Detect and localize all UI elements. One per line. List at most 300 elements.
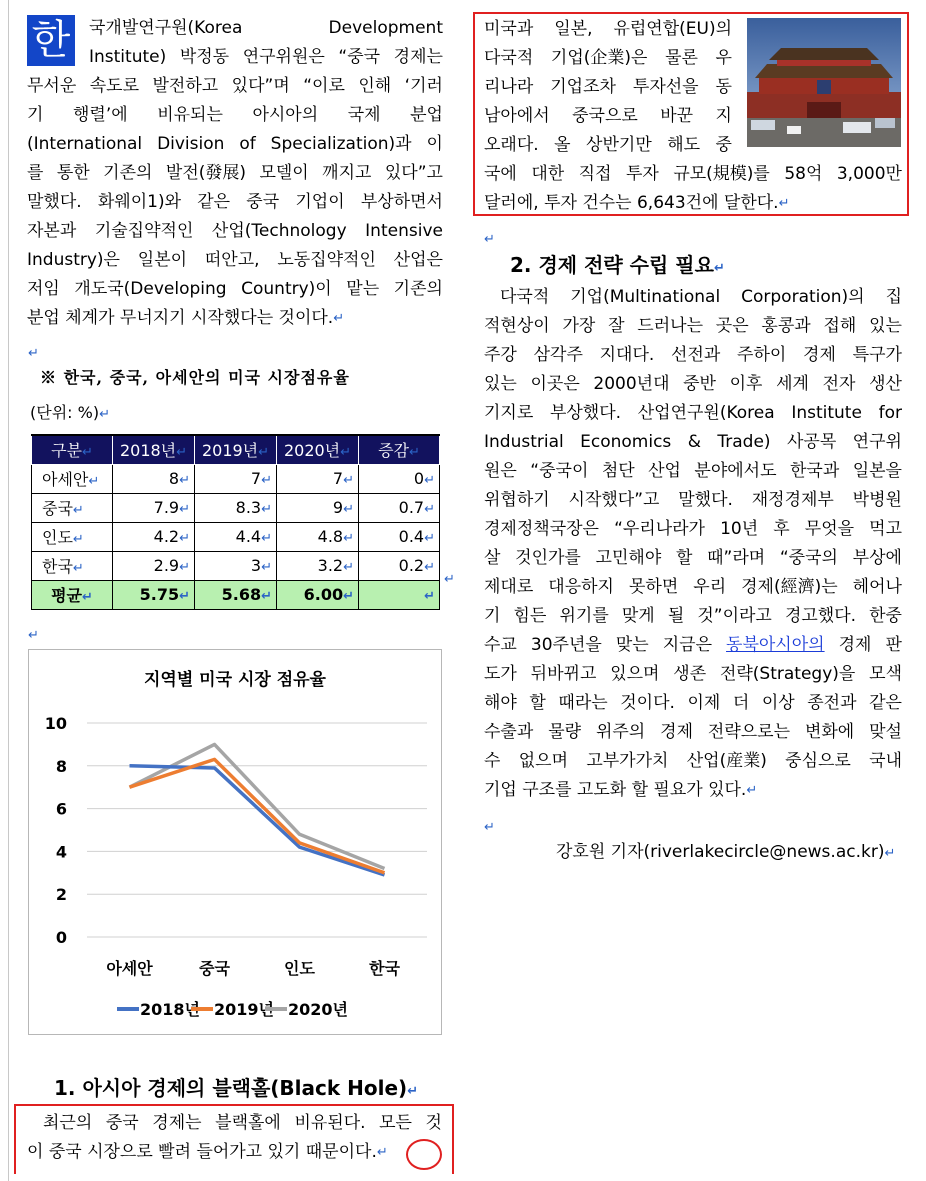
word: Trade) [717,432,771,452]
word: 전략(Strategy)을 [719,664,856,684]
text-line [484,15,732,44]
word: 종전과 [807,693,857,713]
text-line [484,283,902,312]
word: 될 [667,606,685,626]
word: Division [157,134,225,154]
word: of [239,134,256,154]
word: 말했다. [27,192,82,212]
table-cell: 0.2↵ [359,551,440,580]
word: 10년 [720,519,759,539]
word: 주강 [484,345,517,365]
paragraph-mark: ↵ [333,311,345,326]
table-cell: 7.9↵ [113,493,195,522]
word: 경제 [803,345,836,365]
word: 이 [426,134,443,154]
word: 적현상이 [484,316,550,336]
word: 블랙홀에 [215,1113,281,1133]
word: 연구위원은 [242,47,325,67]
word: 한중 [869,606,902,626]
word: 깨지고 [322,163,372,183]
word: 동 [715,77,732,97]
word: 남아에서 [484,106,550,126]
word: 이상 [761,693,795,713]
byline: 강호원 기자(riverlakecircle@news.ac.kr)↵ [556,842,896,862]
y-tick-label: 10 [44,714,67,733]
text-line [484,689,902,718]
word: 생존 [673,664,707,684]
table-row [32,522,440,551]
word: 같은 [869,693,902,713]
word: 분업 [410,105,443,125]
text-line [27,304,443,333]
word: 투자 [625,164,659,184]
y-tick-label: 2 [55,885,67,905]
text-line [484,660,902,689]
text-line [27,1109,442,1138]
word: 수교 [484,635,517,655]
paragraph-mark: ↵ [376,1145,388,1160]
word: 지 [715,106,732,126]
text-line [27,159,443,188]
word: 3,000만 [836,164,902,184]
word: 기업 구조를 고도화 할 필요가 있다. [484,780,747,800]
word: 상반기만 [586,135,652,155]
word: 판 [885,635,902,655]
word: 지금은 [662,635,712,655]
word: 일본이 [137,250,188,270]
word: 기업이 [295,192,345,212]
word: 중반 [683,374,716,394]
word: 미국과 [484,19,534,39]
table-cell: 0↵ [359,464,440,493]
table-cell: 아세안↵ [32,464,113,493]
table-cell: 4.2↵ [113,522,195,551]
table-header-cell: 2018년↵ [113,435,195,464]
word: 무엇을 [804,519,855,539]
text-line [484,131,732,160]
word: 달러에, 투자 건수는 6,643건에 달한다. [484,193,779,213]
table-cell: 평균↵ [32,580,113,609]
word: 직접 [578,164,612,184]
word: 다국적 [484,48,534,68]
paragraph-mark: ↵ [444,572,455,587]
y-tick-label: 4 [55,842,67,862]
table-cell: ↵ [359,580,440,609]
text-line [484,160,902,189]
word: 경제 [838,635,872,655]
word: 기지로 [484,403,534,423]
word: 생산 [869,374,902,394]
table-cell: 8↵ [113,464,195,493]
table-header-cell: 2020년↵ [277,435,359,464]
word: 떠안고, [204,250,260,270]
word: 화웨이1)와 [97,192,182,212]
word: 아시아의 [252,105,319,125]
word: 물량 [548,722,582,742]
word: 뒤바뀌고 [530,664,597,684]
word: “중국이 [530,461,589,481]
word: 중심으로 [785,751,851,771]
word: 중국으로 [572,106,638,126]
word: 가장 [562,316,596,336]
word: 우리 [693,577,727,597]
word: 부상에 [852,548,902,568]
word: 없으며 [518,751,569,771]
word: 대한 [531,164,565,184]
word: 위주의 [595,722,646,742]
word: 전략으로는 [707,722,791,742]
word: 모델이 [259,163,309,183]
page-margin-line [8,0,9,1181]
text-line [484,312,902,341]
word: 모든 [379,1113,412,1133]
paragraph-mark: ↵ [484,820,495,835]
intro-paragraph [27,14,443,333]
word: 것”이라고 [697,606,772,626]
word: Specialization)과 [270,134,412,154]
word: 위협하기 [484,490,550,510]
word: 58억 [784,164,823,184]
word: 기 [484,606,501,626]
section1-paragraph [27,1109,442,1167]
text-line [27,188,443,217]
text-line [27,1138,442,1167]
word: 일본을 [852,461,902,481]
series-line-2019년 [130,759,385,872]
text-line [484,573,902,602]
word: 후 [773,519,790,539]
text-line [484,370,902,399]
text-line [484,776,902,805]
word: for [878,403,902,423]
word: 잘 [608,316,625,336]
word: Intensive [365,221,443,241]
word: 시작했다”고 [568,490,660,510]
table-cell: 7↵ [277,464,359,493]
word: 먹고 [869,519,902,539]
word: 특구가 [852,345,902,365]
text-line [484,457,902,486]
word: 바꾼 [660,106,694,126]
paragraph-mark: ↵ [746,783,758,798]
word: 속도로 [89,76,140,96]
table-cell: 2.9↵ [113,551,195,580]
table-cell: 인도↵ [32,522,113,551]
x-tick-label: 인도 [284,959,315,978]
section-heading-2: 2. 경제 전략 수립 필요↵ [510,253,725,277]
word: 중국 [105,1113,139,1133]
word: 비유된다. [294,1113,366,1133]
highlight-circle [406,1139,442,1170]
text-line [484,747,902,776]
word: 기존의 [393,279,443,299]
word: Country)이 [241,279,332,299]
table-cell: 5.68↵ [195,580,277,609]
text-line [484,718,902,747]
word: 이곳은 [530,374,580,394]
word: 집 [885,287,902,307]
word: 것 [425,1113,442,1133]
line-chart-svg [29,650,441,1034]
word: 박병원 [852,490,902,510]
word: 맡는 [346,279,380,299]
text-line [27,101,443,130]
word: 산업은 [393,250,443,270]
word: 국내 [869,751,902,771]
word: 한국과 [789,461,840,481]
text-line [89,43,443,72]
word: 고민해야 [595,548,662,568]
word: 산업(Technology [211,221,347,241]
word: 중 [715,135,732,155]
word: “우리나라가 [614,519,705,539]
word: 세계 [776,374,809,394]
word: 더 [732,693,750,713]
word: 곳은 [715,316,749,336]
word: 전자 [822,374,856,394]
word: Industrial [484,432,564,452]
table-cell: 0.7↵ [359,493,440,522]
word: 무서운 [27,76,77,96]
word: 분업 체계가 무너지기 시작했다는 것이다. [27,308,334,328]
text-line [484,515,902,544]
text-line [484,631,902,660]
word: 있다”고 [384,163,443,183]
word: 경제정책국장은 [484,519,599,539]
table-row [32,493,440,522]
line-chart [28,649,442,1035]
table-header-cell: 구분↵ [32,435,113,464]
word: 30주년을 [530,635,602,655]
word: 대응하지 [548,577,614,597]
text-line [484,602,902,631]
word: 기업(企業)은 [550,48,648,68]
word: Institute [791,403,862,423]
word: 경제는 [393,47,443,67]
x-tick-label: 한국 [369,959,400,978]
legend-label: 2018년 [140,1000,200,1019]
section2-paragraph [484,283,902,805]
word: 있는 [484,374,517,394]
paragraph-mark: ↵ [28,628,39,643]
word: 주하이 [737,345,787,365]
word: Corporation)의 [741,287,865,307]
drop-cap: 한 [27,15,75,66]
word: 비유되는 [157,105,223,125]
word: 발전(發展) [165,163,246,183]
word: 부상하면서 [360,192,443,212]
word: 경고했다. [784,606,857,626]
word: 말했다. [678,490,733,510]
word: 박정동 [179,47,230,67]
word: 최근의 [43,1113,93,1133]
paragraph-mark: ↵ [28,346,39,361]
word: 규모(規模)를 [673,164,770,184]
table-title: ※ 한국, 중국, 아세안의 미국 시장점유율 [40,368,350,387]
word: 국제 [347,105,381,125]
word: 이후 [729,374,763,394]
table-row [32,464,440,493]
word: 도가 [484,664,517,684]
text-line [27,130,443,159]
word: (International [27,134,143,154]
table-cell: 8.3↵ [195,493,277,522]
word: 다국적 [500,287,550,307]
word: 접해 [823,316,857,336]
word: 자본과 [27,221,77,241]
word: 있으며 [610,664,660,684]
word: 것이다. [620,693,675,713]
y-tick-label: 6 [55,799,67,819]
word: Industry)은 [27,250,120,270]
table-cell: 4.8↵ [277,522,359,551]
word: 때”라며 [707,548,766,568]
word: 2000년대 [593,374,670,394]
word: 위기를 [559,606,609,626]
word: Development [328,18,443,38]
word: 살 [484,548,501,568]
table-cell: 6.00↵ [277,580,359,609]
text-line [484,73,732,102]
word: 맞는 [615,635,649,655]
word: 사공목 [786,432,837,452]
word: 기업조차 [550,77,616,97]
word: 동북아시아의 [726,635,825,655]
table-row [32,580,440,609]
word: 경제 [660,722,693,742]
word: 기 [27,105,44,125]
word: 분야에서도 [694,461,777,481]
text-line [484,428,902,457]
word: 올 [554,135,571,155]
word: 부상했다. [549,403,622,423]
word: 첨단 [601,461,635,481]
word: “이로 [303,76,345,96]
word: 국에 [484,164,517,184]
word: 일본, [554,19,593,39]
text-line [484,189,902,218]
word: 오래다. [484,135,539,155]
word: 개도국(Developing [74,279,227,299]
text-line [484,486,902,515]
paragraph-mark: ↵ [778,196,790,211]
word: 노동집약적인 [277,250,376,270]
word: 인해 [358,76,392,96]
word: 고부가가치 [586,751,669,771]
word: 연구위 [852,432,902,452]
word: 있다”며 [231,76,290,96]
word: 할 [675,548,693,568]
x-tick-label: 아세안 [106,959,153,978]
word: 때라는 [558,693,608,713]
word: 선전과 [671,345,721,365]
word: 중국 [246,192,280,212]
word: 맞게 [621,606,655,626]
chart-title: 지역별 미국 시장 점유율 [144,670,326,690]
table-cell: 4.4↵ [195,522,277,551]
word: 산업 [648,461,681,481]
text-line [27,246,443,275]
word: 것인가를 [515,548,581,568]
word: 를 [27,163,44,183]
word: 투자선을 [632,77,699,97]
text-line [89,14,443,43]
market-share-table [31,434,440,610]
table-unit: (단위: %)↵ [30,403,110,422]
table-cell: 중국↵ [32,493,113,522]
table-cell: 7↵ [195,464,277,493]
word: 제대로 [484,577,534,597]
word: 국개발연구원(Korea [89,18,243,38]
table-cell: 9↵ [277,493,359,522]
table-row [32,551,440,580]
legend-label: 2020년 [288,1000,348,1019]
word: 물론 [665,48,698,68]
word: 통한 [56,163,90,183]
text-line [484,341,902,370]
tiananmen-gate-photo [747,18,901,147]
x-tick-label: 중국 [199,959,230,978]
word: 홍콩과 [761,316,811,336]
word: 해야 [484,693,517,713]
word: 드러나는 [637,316,703,336]
word: 수출과 [484,722,534,742]
word: 산업(産業) [686,751,767,771]
word: 힘든 [513,606,547,626]
word: 기업(Multinational [570,287,721,307]
word: 삼각주 [533,345,583,365]
section-heading-1: 1. 아시아 경제의 블랙홀(Black Hole)↵ [54,1076,419,1100]
word: & [687,432,701,452]
word: 유럽연합(EU)의 [613,19,732,39]
word: “중국 [338,47,381,67]
word: 저임 [27,279,60,299]
word: 해도 [667,135,701,155]
word: 재정경제부 [751,490,834,510]
word: 이제 [687,693,721,713]
word: 이 중국 시장으로 빨려 들어가고 있기 때문이다. [27,1142,377,1162]
word: ‘기러 [404,76,443,96]
paragraph-mark: ↵ [484,232,495,247]
word: 못하면 [628,577,679,597]
table-cell: 3↵ [195,551,277,580]
text-line [484,544,902,573]
word: 수 [484,751,501,771]
legend-label: 2019년 [214,1000,274,1019]
table-cell: 5.75↵ [113,580,195,609]
table-header-cell: 증감↵ [359,435,440,464]
text-line [484,102,732,131]
word: 있는 [869,316,902,336]
table-cell: 3.2↵ [277,551,359,580]
word: 산업연구원(Korea [637,403,775,423]
word: Economics [580,432,672,452]
word: “중국의 [779,548,838,568]
word: 모색 [869,664,902,684]
table-cell: 0.4↵ [359,522,440,551]
word: 원은 [484,461,517,481]
word: 지대다. [599,345,655,365]
word: 맞설 [869,722,902,742]
word: 할 [529,693,546,713]
word: Institute) [89,47,167,67]
word: 기존의 [103,163,153,183]
y-tick-label: 8 [55,756,67,776]
word: 같은 [197,192,231,212]
text-line [484,44,732,73]
word: 우 [715,48,732,68]
word: 행렬’에 [72,105,128,125]
